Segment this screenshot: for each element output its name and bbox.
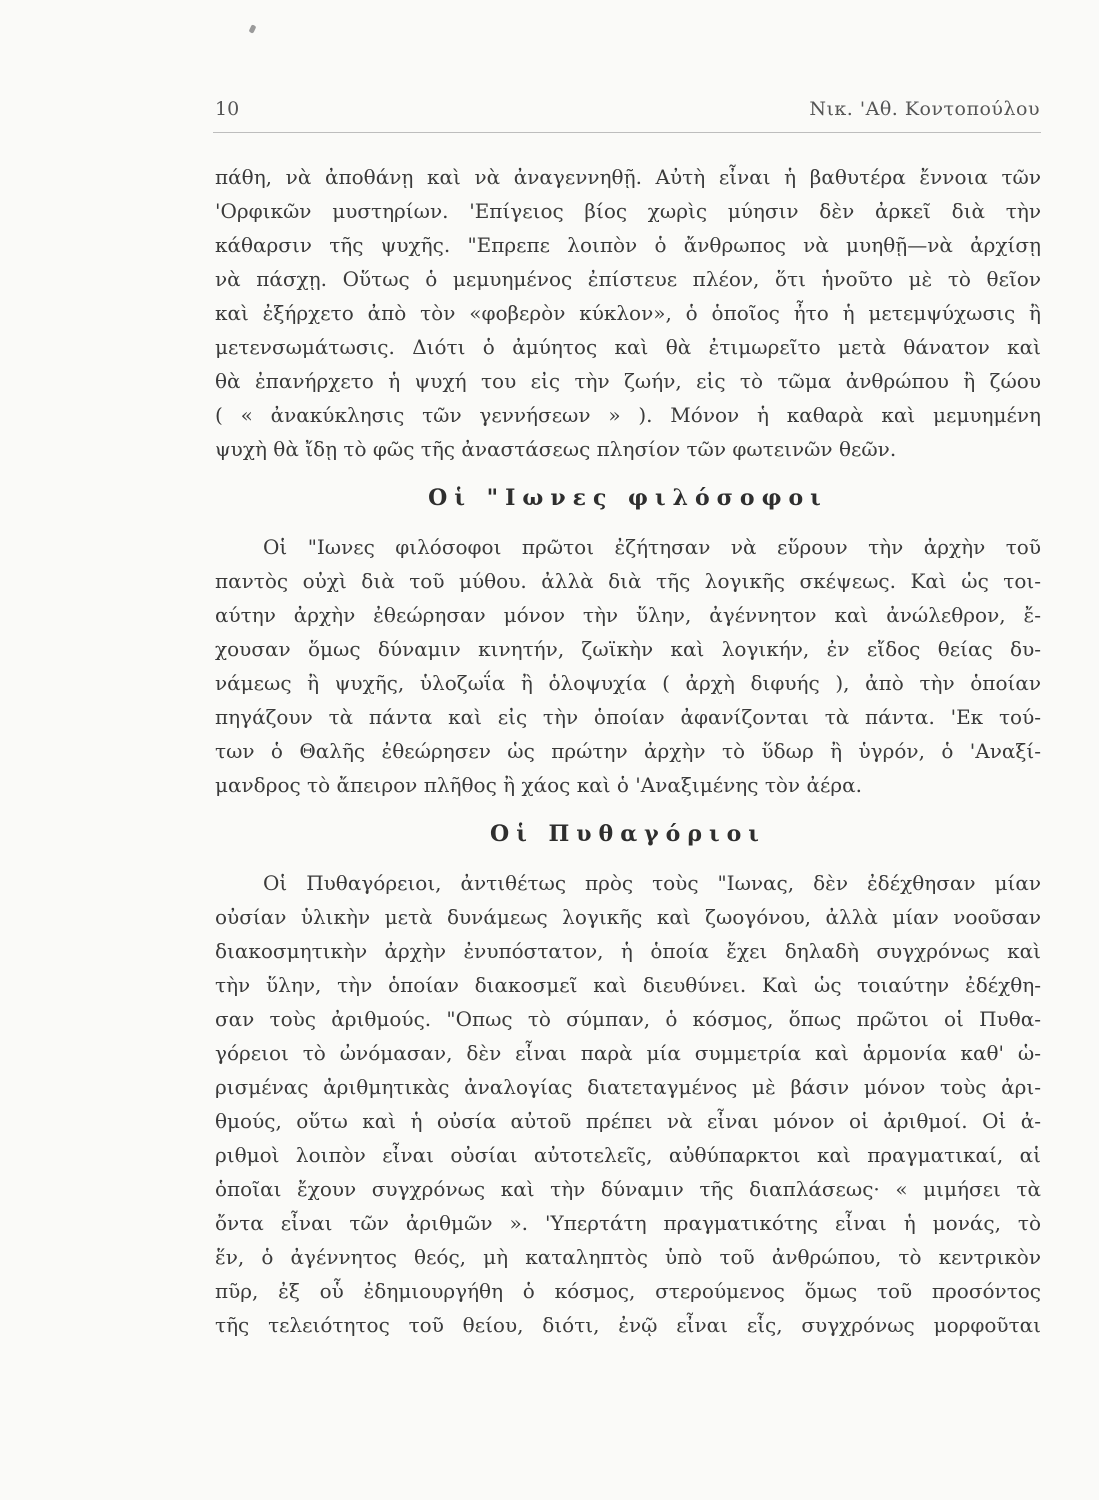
text-line: 'Ορφικῶν μυστηρίων. 'Επίγειος βίος χωρὶς μύησιν δὲν ἀρκεῖ διὰ τὴν (215, 199, 1041, 223)
text-line: ἕν, ὁ ἀγέννητος θεός, μὴ καταληπτὸς ὑπὸ τοῦ ἀνθρώπου, τὸ κεντρικὸν (215, 1245, 1041, 1269)
paragraph-ionian-philosophers (215, 530, 1041, 802)
page-header (215, 98, 1040, 128)
header-rule (213, 132, 1041, 133)
text-line: καὶ ἐξήρχετο ἀπὸ τὸν «φοβερὸν κύκλον», ὁ ὁποῖος ἦτο ἡ μετεμψύχωσις ἢ (215, 301, 1041, 325)
body-text (215, 160, 1041, 1342)
text-line: πῦρ, ἐξ οὗ ἐδημιουργήθη ὁ κόσμος, στερούμενος ὅμως τοῦ προσόντος (215, 1279, 1041, 1303)
text-line: ριθμοὶ λοιπὸν εἶναι οὐσίαι αὐτοτελεῖς, αὐθύπαρκτοι καὶ πραγματικαί, αἱ (215, 1143, 1041, 1167)
text-line: ὄντα εἶναι τῶν ἀριθμῶν ». 'Υπερτάτη πραγματικότης εἶναι ἡ μονάς, τὸ (215, 1211, 1041, 1235)
text-line: πηγάζουν τὰ πάντα καὶ εἰς τὴν ὁποίαν ἀφανίζονται τὰ πάντα. 'Εκ τού- (215, 705, 1041, 729)
text-line: ὁποῖαι ἔχουν συγχρόνως καὶ τὴν δύναμιν τῆς διαπλάσεως· « μιμήσει τὰ (215, 1177, 1041, 1201)
text-line: διακοσμητικὴν ἀρχὴν ἐνυπόστατον, ἡ ὁποία ἔχει δηλαδὴ συγχρόνως καὶ (215, 939, 1041, 963)
text-line: Οἱ Πυθαγόρειοι, ἀντιθέτως πρὸς τοὺς "Ιωνας, δὲν ἐδέχθησαν μίαν (263, 871, 1041, 895)
paragraph-orphic-mysteries (215, 160, 1041, 466)
section-heading-pythagoreans: Οἱ Πυθαγόριοι (490, 821, 766, 847)
page-number: 10 (215, 98, 240, 120)
text-line: πάθη, νὰ ἀποθάνῃ καὶ νὰ ἀναγεννηθῇ. Αὐτὴ εἶναι ἡ βαθυτέρα ἔννοια τῶν (215, 165, 1041, 189)
stray-mark (249, 24, 257, 33)
text-line: των ὁ Θαλῆς ἐθεώρησεν ὡς πρώτην ἀρχὴν τὸ ὕδωρ ἢ ὑγρόν, ὁ 'Αναξί- (215, 739, 1041, 763)
paragraph-pythagoreans (215, 866, 1041, 1342)
text-line: ψυχὴ θὰ ἴδῃ τὸ φῶς τῆς ἀναστάσεως πλησίον τῶν φωτεινῶν θεῶν. (215, 437, 897, 461)
text-line: γόρειοι τὸ ὠνόμασαν, δὲν εἶναι παρὰ μία συμμετρία καὶ ἁρμονία καθ' ὡ- (215, 1041, 1041, 1065)
text-line: μετενσωμάτωσις. Διότι ὁ ἀμύητος καὶ θὰ ἐτιμωρεῖτο μετὰ θάνατον καὶ (215, 335, 1041, 359)
text-line: μανδρος τὸ ἄπειρον πλῆθος ἢ χάος καὶ ὁ 'Αναξιμένης τὸν ἀέρα. (215, 773, 862, 797)
text-line: ( « ἀνακύκλησις τῶν γεννήσεων » ). Μόνον ἡ καθαρὰ καὶ μεμυημένη (215, 403, 1041, 427)
text-line: κάθαρσιν τῆς ψυχῆς. "Επρεπε λοιπὸν ὁ ἄνθρωπος νὰ μυηθῇ—νὰ ἀρχίσῃ (215, 233, 1041, 257)
text-line: νὰ πάσχῃ. Οὕτως ὁ μεμυημένος ἐπίστευε πλέον, ὅτι ἡνοῦτο μὲ τὸ θεῖον (215, 267, 1041, 291)
text-line: παντὸς οὐχὶ διὰ τοῦ μύθου. ἀλλὰ διὰ τῆς λογικῆς σκέψεως. Καὶ ὡς τοι- (215, 569, 1041, 593)
text-line: ρισμένας ἀριθμητικὰς ἀναλογίας διατεταγμένος μὲ βάσιν μόνον τοὺς ἀρι- (215, 1075, 1041, 1099)
text-line: θὰ ἐπανήρχετο ἡ ψυχή του εἰς τὴν ζωήν, εἰς τὸ τῶμα ἀνθρώπου ἢ ζώου (215, 369, 1041, 393)
text-line: χουσαν ὅμως δύναμιν κινητήν, ζωϊκὴν καὶ λογικήν, ἐν εἴδος θείας δυ- (215, 637, 1041, 661)
text-line: τὴν ὕλην, τὴν ὁποίαν διακοσμεῖ καὶ διευθύνει. Καὶ ὡς τοιαύτην ἐδέχθη- (215, 973, 1041, 997)
text-line: νάμεως ἢ ψυχῆς, ὑλοζωΐα ἢ ὁλοψυχία ( ἀρχὴ διφυής ), ἀπὸ τὴν ὁποίαν (215, 671, 1041, 695)
text-line: αύτην ἀρχὴν ἐθεώρησαν μόνον τὴν ὕλην, ἀγέννητον καὶ ἀνώλεθρον, ἔ- (215, 603, 1041, 627)
text-line: Οἱ "Ιωνες φιλόσοφοι πρῶτοι ἐζήτησαν νὰ εὕρουν τὴν ἀρχὴν τοῦ (263, 535, 1041, 559)
text-line: τῆς τελειότητος τοῦ θείου, διότι, ἐνῷ εἶναι εἷς, συγχρόνως μορφοῦται (215, 1313, 1041, 1337)
text-line: θμούς, οὕτω καὶ ἡ οὐσία αὐτοῦ πρέπει νὰ εἶναι μόνον οἱ ἀριθμοί. Οἱ ἀ- (215, 1109, 1041, 1133)
running-head: Νικ. 'Αθ. Κοντοπούλου (809, 98, 1040, 120)
text-line: οὐσίαν ὑλικὴν μετὰ δυνάμεως λογικῆς καὶ ζωογόνου, ἀλλὰ μίαν νοοῦσαν (215, 905, 1041, 929)
text-line: σαν τοὺς ἀριθμούς. "Οπως τὸ σύμπαν, ὁ κόσμος, ὅπως πρῶτοι οἱ Πυθα- (215, 1007, 1041, 1031)
section-heading-ionian-philosophers: Οἱ "Ιωνες φιλόσοφοι (428, 485, 828, 511)
